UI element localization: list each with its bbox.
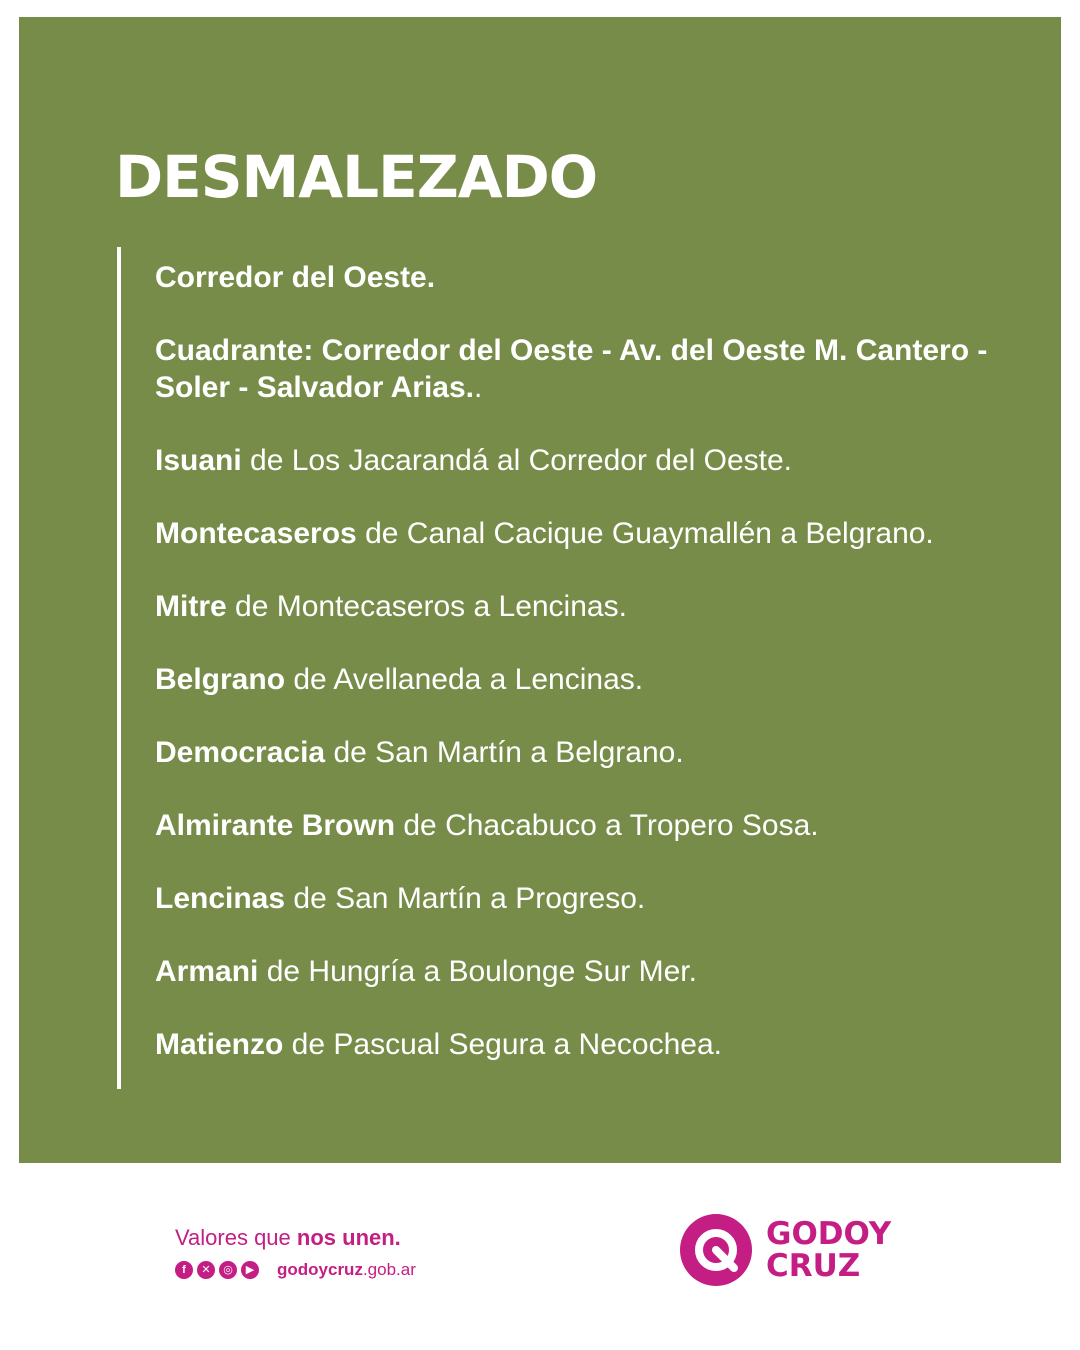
website-light: .gob.ar xyxy=(362,1260,416,1279)
street-name: Isuani xyxy=(155,444,242,477)
youtube-icon[interactable]: ▶ xyxy=(241,1261,259,1279)
street-range: . xyxy=(474,371,483,404)
street-range: de Canal Cacique Guaymallén a Belgrano. xyxy=(356,517,934,550)
list-item xyxy=(155,588,1021,625)
logo-line1: GODOY xyxy=(766,1216,892,1252)
street-name: Almirante Brown xyxy=(155,809,396,842)
tagline-bold: nos unen. xyxy=(296,1225,401,1250)
instagram-icon[interactable]: ◎ xyxy=(219,1261,237,1279)
street-name: Mitre xyxy=(155,590,227,623)
green-panel xyxy=(19,17,1061,1163)
website-link[interactable] xyxy=(277,1260,416,1280)
list-item xyxy=(155,953,1021,990)
street-name: Matienzo xyxy=(155,1028,284,1061)
logo-mark-icon xyxy=(680,1214,752,1286)
page-title: DESMALEZADO xyxy=(115,143,598,211)
list-item xyxy=(155,661,1021,698)
street-range: de Avellaneda a Lencinas. xyxy=(285,663,644,696)
logo-wordmark xyxy=(766,1218,891,1282)
street-name: Lencinas xyxy=(155,882,286,915)
facebook-icon[interactable]: f xyxy=(175,1261,193,1279)
social-row xyxy=(175,1260,416,1280)
list-item xyxy=(155,880,1021,917)
tagline xyxy=(175,1224,416,1252)
street-range: de Hungría a Boulonge Sur Mer. xyxy=(258,955,697,988)
list-item xyxy=(155,734,1021,771)
street-range: de San Martín a Progreso. xyxy=(285,882,646,915)
street-list-container xyxy=(117,247,1021,1089)
list-item xyxy=(155,332,1021,406)
footer-info xyxy=(175,1224,416,1280)
list-item xyxy=(155,442,1021,479)
list-item xyxy=(155,515,1021,552)
street-range: de Los Jacarandá al Corredor del Oeste. xyxy=(241,444,793,477)
list-item xyxy=(155,807,1021,844)
street-range: de Montecaseros a Lencinas. xyxy=(226,590,627,623)
godoy-cruz-logo xyxy=(680,1214,891,1286)
logo-line2: CRUZ xyxy=(766,1248,861,1284)
x-icon[interactable]: ✕ xyxy=(197,1261,215,1279)
street-name: Corredor del Oeste. xyxy=(155,261,436,294)
street-list xyxy=(121,247,1021,1063)
street-name: Cuadrante: Corredor del Oeste - Av. del Oeste M. Cantero - Soler - Salvador Arias. xyxy=(155,334,988,404)
street-range: de San Martín a Belgrano. xyxy=(325,736,684,769)
list-item xyxy=(155,1026,1021,1063)
tagline-light: Valores que xyxy=(175,1225,297,1250)
website-bold: godoycruz xyxy=(277,1260,363,1279)
street-name: Belgrano xyxy=(155,663,286,696)
street-name: Democracia xyxy=(155,736,326,769)
street-name: Montecaseros xyxy=(155,517,357,550)
list-item xyxy=(155,259,1021,296)
street-name: Armani xyxy=(155,955,259,988)
street-range: de Pascual Segura a Necochea. xyxy=(283,1028,722,1061)
street-range: de Chacabuco a Tropero Sosa. xyxy=(395,809,819,842)
